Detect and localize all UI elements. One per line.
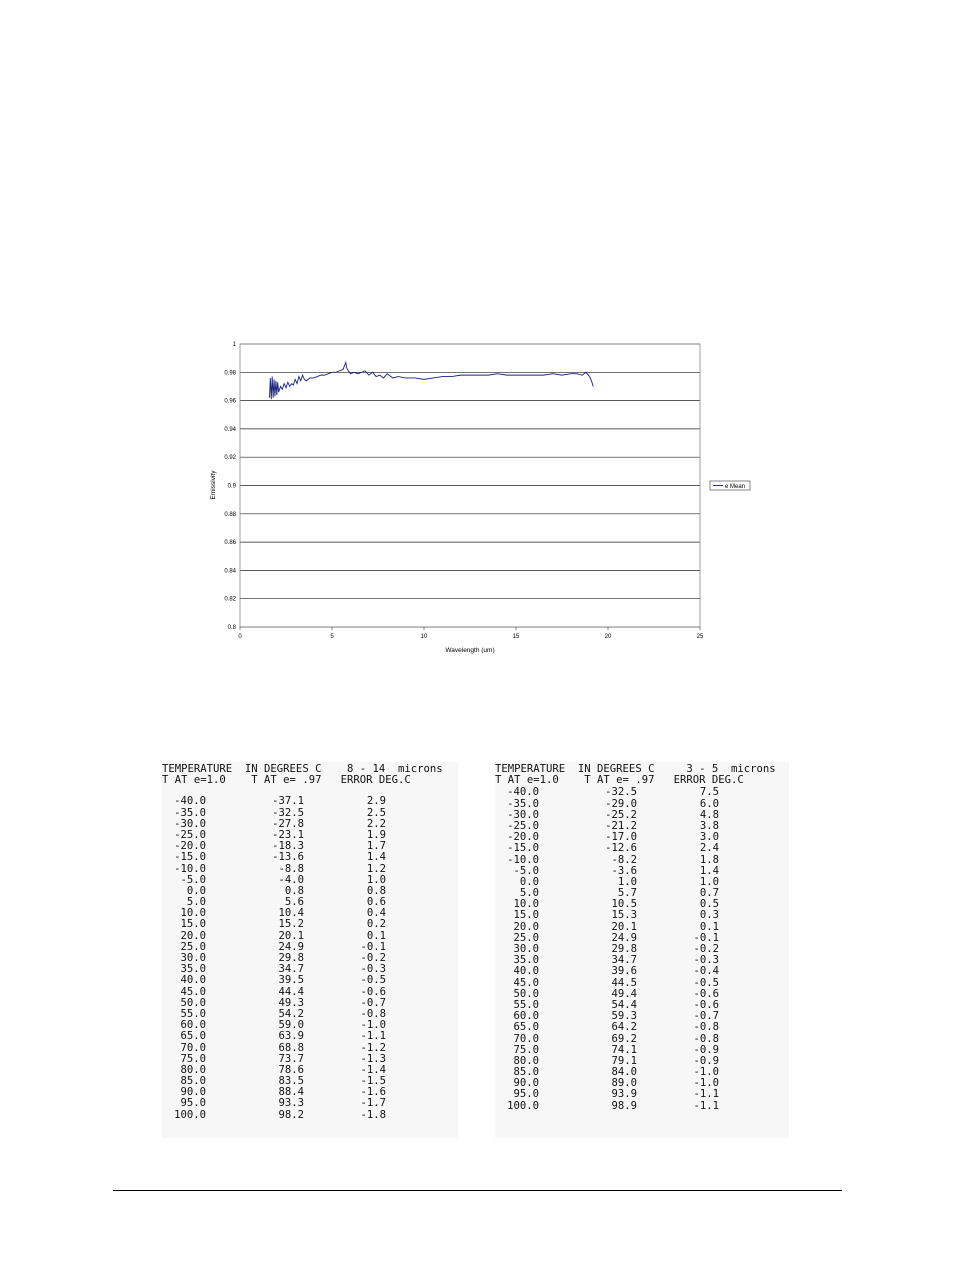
error-cell: -0.4 xyxy=(693,965,719,978)
table-row xyxy=(162,796,458,807)
error-cell: 6.0 xyxy=(699,797,719,810)
temp-at-e097-cell: 34.7 xyxy=(611,954,637,967)
table-row xyxy=(162,897,458,908)
error-cell: -1.1 xyxy=(693,1088,719,1101)
temp-at-e097-cell: 34.7 xyxy=(278,963,304,976)
x-tick-label: 0 xyxy=(238,634,242,640)
temp-at-e097-cell: -21.2 xyxy=(605,819,637,832)
temp-at-e097-cell: 83.5 xyxy=(278,1075,304,1088)
temp-at-e1-cell: 20.0 xyxy=(513,920,539,933)
temp-at-e097-cell: 20.1 xyxy=(611,920,637,933)
temp-at-e097-cell: 44.4 xyxy=(278,985,304,998)
temp-at-e097-cell: 15.3 xyxy=(611,909,637,922)
y-tick-label: 0.9 xyxy=(227,483,236,490)
error-cell: -0.8 xyxy=(693,1032,719,1045)
table-row xyxy=(495,787,789,798)
error-cell: 3.8 xyxy=(699,819,719,832)
table-row xyxy=(495,832,789,843)
temp-at-e097-cell: 79.1 xyxy=(611,1054,637,1067)
temp-at-e097-cell: 98.2 xyxy=(278,1108,304,1121)
temp-at-e097-cell: 54.2 xyxy=(278,1007,304,1020)
temp-at-e1-cell: 80.0 xyxy=(513,1054,539,1067)
temp-at-e097-cell: 5.7 xyxy=(617,887,637,900)
table-row xyxy=(162,953,458,964)
error-cell: 4.8 xyxy=(699,808,719,821)
temp-at-e1-cell: -25.0 xyxy=(174,828,206,841)
temp-at-e1-cell: 65.0 xyxy=(513,1021,539,1034)
table-row xyxy=(162,1110,458,1121)
y-axis-label: Emissivity xyxy=(210,470,217,500)
temp-at-e1-cell: 35.0 xyxy=(180,963,206,976)
temp-at-e097-cell: 39.5 xyxy=(278,974,304,987)
temp-at-e1-cell: 30.0 xyxy=(513,943,539,955)
temp-at-e1-cell: -10.0 xyxy=(507,853,539,866)
error-cell: 3.0 xyxy=(699,831,719,844)
temp-at-e1-cell: -15.0 xyxy=(174,851,206,864)
table-header-title: TEMPERATURE IN DEGREES C 3 - 5 microns xyxy=(495,763,776,775)
error-cell: -0.2 xyxy=(360,952,386,964)
table-row xyxy=(495,978,789,989)
temp-at-e1-cell: 40.0 xyxy=(180,974,206,987)
temp-at-e1-cell: -30.0 xyxy=(507,808,539,821)
table-row xyxy=(162,931,458,942)
chart-gridlines xyxy=(240,344,700,627)
table-row xyxy=(495,810,789,821)
temp-at-e097-cell: -4.0 xyxy=(278,873,304,886)
table-row xyxy=(162,1087,458,1098)
table-row xyxy=(495,966,789,977)
temp-at-e1-cell: 15.0 xyxy=(513,909,539,922)
temp-at-e097-cell: -13.6 xyxy=(272,851,304,864)
temp-at-e1-cell: -5.0 xyxy=(180,873,206,886)
temp-at-e1-cell: 10.0 xyxy=(513,898,539,911)
table-row xyxy=(495,843,789,854)
temp-at-e097-cell: 49.4 xyxy=(611,987,637,1000)
series-line-e-mean xyxy=(269,362,593,399)
temp-at-e097-cell: 29.8 xyxy=(278,952,304,964)
error-cell: 1.0 xyxy=(366,873,386,886)
temp-at-e1-cell: 75.0 xyxy=(513,1043,539,1056)
error-cell: -1.0 xyxy=(360,1019,386,1032)
y-tick-label: 0.96 xyxy=(224,398,236,405)
table-row xyxy=(162,1009,458,1020)
temp-at-e1-cell: -20.0 xyxy=(174,840,206,853)
error-cell: -1.3 xyxy=(360,1052,386,1065)
table-row xyxy=(495,1045,789,1056)
table-row xyxy=(162,1054,458,1065)
temp-at-e097-cell: 59.0 xyxy=(278,1019,304,1032)
y-tick-label: 0.92 xyxy=(224,455,236,462)
temp-at-e097-cell: 24.9 xyxy=(611,931,637,944)
temp-at-e1-cell: 70.0 xyxy=(180,1041,206,1054)
temp-at-e1-cell: 15.0 xyxy=(180,918,206,931)
error-cell: 0.5 xyxy=(699,898,719,911)
table-row xyxy=(495,1056,789,1067)
temp-at-e1-cell: -10.0 xyxy=(174,862,206,875)
temp-at-e097-cell: -32.5 xyxy=(272,806,304,819)
table-row xyxy=(495,821,789,832)
temp-at-e1-cell: 50.0 xyxy=(513,987,539,1000)
y-tick-label: 0.88 xyxy=(224,511,236,518)
table-row xyxy=(162,841,458,852)
error-table-8-14-microns xyxy=(162,762,458,1138)
error-cell: 2.5 xyxy=(366,806,386,819)
temp-at-e097-cell: 54.4 xyxy=(611,998,637,1011)
table-row xyxy=(162,998,458,1009)
table-row xyxy=(162,975,458,986)
temp-at-e097-cell: 24.9 xyxy=(278,940,304,953)
temp-at-e097-cell: 89.0 xyxy=(611,1077,637,1090)
error-cell: -0.3 xyxy=(360,963,386,976)
temp-at-e1-cell: -40.0 xyxy=(174,795,206,808)
temp-at-e1-cell: 85.0 xyxy=(513,1066,539,1079)
temp-at-e1-cell: 90.0 xyxy=(180,1086,206,1099)
error-cell: 1.0 xyxy=(699,875,719,888)
error-cell: -0.6 xyxy=(693,998,719,1011)
error-cell: -0.8 xyxy=(693,1021,719,1034)
temp-at-e1-cell: 45.0 xyxy=(513,976,539,989)
temp-at-e1-cell: 5.0 xyxy=(186,896,206,909)
error-cell: 7.5 xyxy=(699,786,719,799)
error-cell: -0.2 xyxy=(693,943,719,955)
table-row xyxy=(162,819,458,830)
temp-at-e1-cell: 30.0 xyxy=(180,952,206,964)
y-tick-label: 0.98 xyxy=(224,370,236,377)
temp-at-e1-cell: 5.0 xyxy=(519,887,539,900)
y-tick-label: 0.86 xyxy=(224,540,236,547)
error-cell: -1.6 xyxy=(360,1086,386,1099)
temp-at-e1-cell: 70.0 xyxy=(513,1032,539,1045)
temp-at-e1-cell: 0.0 xyxy=(519,875,539,888)
temp-at-e1-cell: -30.0 xyxy=(174,817,206,830)
error-cell: 0.7 xyxy=(699,887,719,900)
error-cell: 0.2 xyxy=(366,918,386,931)
temp-at-e097-cell: 69.2 xyxy=(611,1032,637,1045)
error-cell: -1.8 xyxy=(360,1108,386,1121)
temp-at-e097-cell: 78.6 xyxy=(278,1063,304,1076)
table-row xyxy=(162,987,458,998)
temp-at-e097-cell: 93.3 xyxy=(278,1097,304,1110)
temp-at-e1-cell: 55.0 xyxy=(513,998,539,1011)
temp-at-e097-cell: 98.9 xyxy=(611,1099,637,1112)
table-row xyxy=(495,933,789,944)
x-tick-label: 25 xyxy=(696,634,704,640)
table-row xyxy=(495,1089,789,1100)
temp-at-e097-cell: -23.1 xyxy=(272,828,304,841)
error-cell: 0.3 xyxy=(699,909,719,922)
table-row xyxy=(162,808,458,819)
x-tick-label: 20 xyxy=(604,634,612,640)
temp-at-e097-cell: -32.5 xyxy=(605,786,637,799)
y-tick-label: 1 xyxy=(232,342,236,348)
temp-at-e097-cell: 59.3 xyxy=(611,1010,637,1023)
error-cell: -1.2 xyxy=(360,1041,386,1054)
error-cell: -0.7 xyxy=(693,1010,719,1023)
temp-at-e1-cell: 100.0 xyxy=(174,1108,206,1121)
temp-at-e1-cell: 100.0 xyxy=(507,1099,539,1112)
temp-at-e097-cell: -18.3 xyxy=(272,840,304,853)
table-row xyxy=(162,908,458,919)
table-row xyxy=(162,919,458,930)
table-row xyxy=(495,1101,789,1112)
error-cell: -0.5 xyxy=(360,974,386,987)
table-row xyxy=(162,886,458,897)
temp-at-e097-cell: 44.5 xyxy=(611,976,637,989)
table-row xyxy=(162,1098,458,1109)
table-row xyxy=(495,1067,789,1078)
temp-at-e1-cell: 0.0 xyxy=(186,884,206,897)
table-row xyxy=(162,964,458,975)
table-row xyxy=(495,866,789,877)
temp-at-e1-cell: 40.0 xyxy=(513,965,539,978)
error-cell: 1.2 xyxy=(366,862,386,875)
temp-at-e1-cell: 65.0 xyxy=(180,1030,206,1043)
error-cell: -1.1 xyxy=(360,1030,386,1043)
temp-at-e097-cell: 39.6 xyxy=(611,965,637,978)
temp-at-e1-cell: 95.0 xyxy=(180,1097,206,1110)
error-cell: 0.1 xyxy=(699,920,719,933)
table-row xyxy=(495,922,789,933)
table-row xyxy=(495,1034,789,1045)
table-body xyxy=(162,796,458,1120)
x-axis-label: Wavelength (um) xyxy=(445,647,495,654)
table-row xyxy=(495,989,789,1000)
temp-at-e097-cell: 1.0 xyxy=(617,875,637,888)
table-row xyxy=(495,1078,789,1089)
legend-label: e Mean xyxy=(725,484,746,490)
table-row xyxy=(495,855,789,866)
table-row xyxy=(162,1065,458,1076)
error-cell: 1.7 xyxy=(366,840,386,853)
error-cell: -0.1 xyxy=(693,931,719,944)
temp-at-e1-cell: 75.0 xyxy=(180,1052,206,1065)
error-cell: -1.1 xyxy=(693,1099,719,1112)
temp-at-e1-cell: 60.0 xyxy=(180,1019,206,1032)
table-row xyxy=(495,799,789,810)
table-row xyxy=(162,1031,458,1042)
table-header-columns: T AT e=1.0 T AT e= .97 ERROR DEG.C xyxy=(495,774,744,787)
table-row xyxy=(495,877,789,888)
temp-at-e1-cell: -35.0 xyxy=(507,797,539,810)
error-cell: -0.7 xyxy=(360,996,386,1009)
temp-at-e1-cell: 20.0 xyxy=(180,929,206,942)
temp-at-e1-cell: -40.0 xyxy=(507,786,539,799)
temp-at-e097-cell: 64.2 xyxy=(611,1021,637,1034)
error-cell: -1.0 xyxy=(693,1077,719,1090)
table-row xyxy=(495,1000,789,1011)
temp-at-e097-cell: 63.9 xyxy=(278,1030,304,1043)
table-row xyxy=(162,875,458,886)
temp-at-e097-cell: -29.0 xyxy=(605,797,637,810)
error-cell: -0.8 xyxy=(360,1007,386,1020)
temp-at-e097-cell: 29.8 xyxy=(611,943,637,955)
x-tick-labels xyxy=(238,627,704,640)
temp-at-e097-cell: -17.0 xyxy=(605,831,637,844)
error-cell: -0.1 xyxy=(360,940,386,953)
y-tick-labels xyxy=(224,342,236,631)
table-row xyxy=(495,888,789,899)
temp-at-e097-cell: 15.2 xyxy=(278,918,304,931)
error-cell: -0.3 xyxy=(693,954,719,967)
table-row xyxy=(162,942,458,953)
x-tick-label: 10 xyxy=(420,634,428,640)
error-cell: 1.8 xyxy=(699,853,719,866)
temp-at-e1-cell: -25.0 xyxy=(507,819,539,832)
error-cell: -0.9 xyxy=(693,1054,719,1067)
temp-at-e1-cell: 80.0 xyxy=(180,1063,206,1076)
temp-at-e1-cell: 35.0 xyxy=(513,954,539,967)
table-row xyxy=(495,910,789,921)
x-tick-label: 5 xyxy=(330,634,334,640)
error-cell: 0.8 xyxy=(366,884,386,897)
y-tick-label: 0.82 xyxy=(224,596,236,603)
table-row xyxy=(495,899,789,910)
error-cell: -0.6 xyxy=(693,987,719,1000)
temp-at-e097-cell: 68.8 xyxy=(278,1041,304,1054)
temp-at-e1-cell: 25.0 xyxy=(180,940,206,953)
table-row xyxy=(162,1020,458,1031)
table-row xyxy=(495,944,789,955)
temp-at-e097-cell: 0.8 xyxy=(284,884,304,897)
temp-at-e1-cell: 25.0 xyxy=(513,931,539,944)
error-cell: 1.9 xyxy=(366,828,386,841)
y-tick-label: 0.94 xyxy=(224,426,236,433)
error-cell: 2.4 xyxy=(699,842,719,855)
error-cell: -1.0 xyxy=(693,1066,719,1079)
temp-at-e097-cell: 5.6 xyxy=(284,896,304,909)
error-cell: 1.4 xyxy=(699,864,719,877)
error-cell: 1.4 xyxy=(366,851,386,864)
temp-at-e1-cell: 10.0 xyxy=(180,907,206,920)
temp-at-e1-cell: 60.0 xyxy=(513,1010,539,1023)
error-cell: 0.6 xyxy=(366,896,386,909)
temp-at-e097-cell: -37.1 xyxy=(272,795,304,808)
table-body xyxy=(495,787,789,1111)
temp-at-e097-cell: 74.1 xyxy=(611,1043,637,1056)
error-cell: -1.5 xyxy=(360,1075,386,1088)
temp-at-e1-cell: -15.0 xyxy=(507,842,539,855)
error-cell: -1.4 xyxy=(360,1063,386,1076)
temp-at-e097-cell: 10.4 xyxy=(278,907,304,920)
temp-at-e1-cell: 90.0 xyxy=(513,1077,539,1090)
footer-rule xyxy=(113,1190,842,1191)
temp-at-e1-cell: 50.0 xyxy=(180,996,206,1009)
temp-at-e097-cell: -3.6 xyxy=(611,864,637,877)
y-tick-label: 0.84 xyxy=(224,568,236,575)
temp-at-e097-cell: -8.2 xyxy=(611,853,637,866)
temp-at-e097-cell: 73.7 xyxy=(278,1052,304,1065)
temp-at-e1-cell: 95.0 xyxy=(513,1088,539,1101)
table-row xyxy=(162,830,458,841)
error-cell: 0.4 xyxy=(366,907,386,920)
temp-at-e097-cell: -27.8 xyxy=(272,817,304,830)
table-row xyxy=(495,1011,789,1022)
error-cell: -1.7 xyxy=(360,1097,386,1110)
temp-at-e097-cell: -8.8 xyxy=(278,862,304,875)
temp-at-e1-cell: 55.0 xyxy=(180,1007,206,1020)
table-row xyxy=(495,1022,789,1033)
table-row xyxy=(162,852,458,863)
emissivity-chart xyxy=(195,330,795,660)
temp-at-e097-cell: 10.5 xyxy=(611,898,637,911)
temp-at-e097-cell: 93.9 xyxy=(611,1088,637,1101)
error-cell: -0.9 xyxy=(693,1043,719,1056)
error-cell: -0.6 xyxy=(360,985,386,998)
table-row xyxy=(495,955,789,966)
temp-at-e097-cell: -25.2 xyxy=(605,808,637,821)
table-row xyxy=(162,864,458,875)
error-table-3-5-microns xyxy=(495,762,789,1138)
error-cell: 2.2 xyxy=(366,817,386,830)
error-cell: -0.5 xyxy=(693,976,719,989)
table-row xyxy=(162,1076,458,1087)
error-cell: 2.9 xyxy=(366,795,386,808)
temp-at-e097-cell: 20.1 xyxy=(278,929,304,942)
table-row xyxy=(162,1043,458,1054)
temp-at-e097-cell: 88.4 xyxy=(278,1086,304,1099)
y-tick-label: 0.8 xyxy=(227,625,236,631)
temp-at-e097-cell: -12.6 xyxy=(605,842,637,855)
x-tick-label: 15 xyxy=(512,634,520,640)
legend xyxy=(710,481,750,490)
temp-at-e1-cell: -5.0 xyxy=(513,864,539,877)
temp-at-e097-cell: 49.3 xyxy=(278,996,304,1009)
table-header-columns: T AT e=1.0 T AT e= .97 ERROR DEG.C xyxy=(162,774,411,787)
temp-at-e1-cell: -35.0 xyxy=(174,806,206,819)
temp-at-e1-cell: -20.0 xyxy=(507,831,539,844)
error-cell: 0.1 xyxy=(366,929,386,942)
temp-at-e1-cell: 85.0 xyxy=(180,1075,206,1088)
table-header-title: TEMPERATURE IN DEGREES C 8 - 14 microns xyxy=(162,763,443,775)
temp-at-e1-cell: 45.0 xyxy=(180,985,206,998)
temp-at-e097-cell: 84.0 xyxy=(611,1066,637,1079)
